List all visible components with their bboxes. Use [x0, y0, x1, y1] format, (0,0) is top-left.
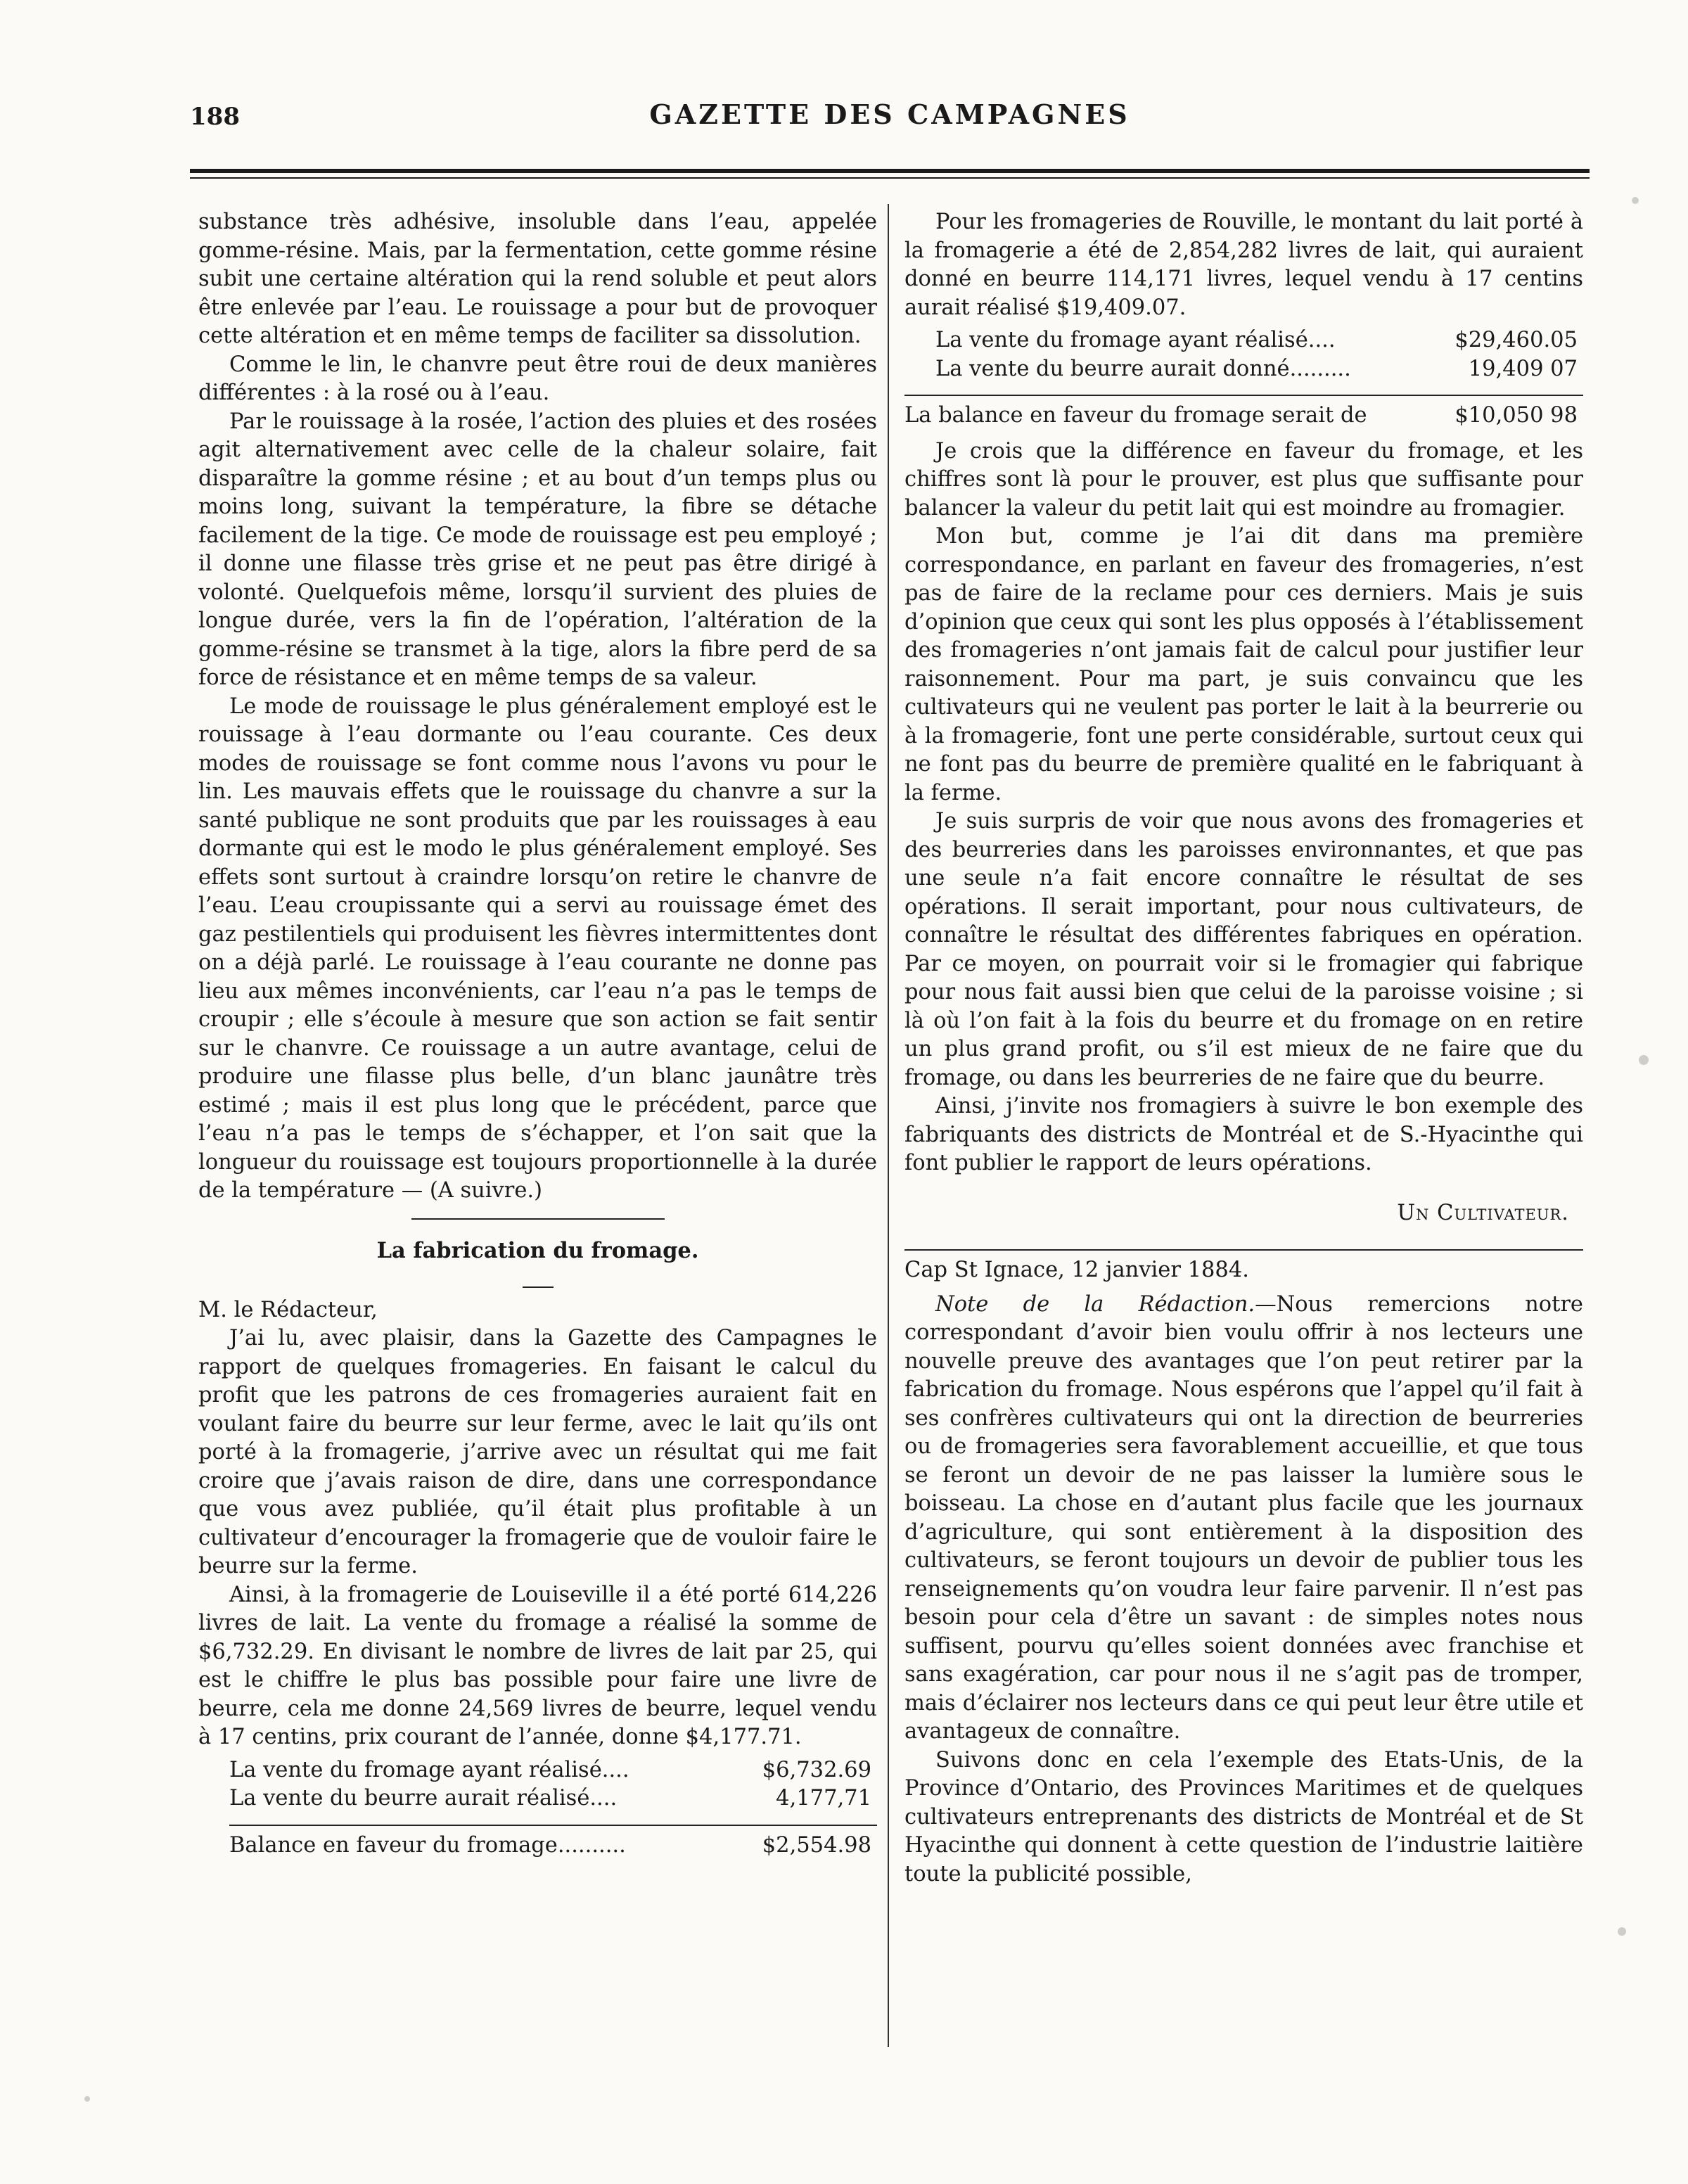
- ledger-total-amount: $10,050 98: [1454, 403, 1578, 428]
- scan-speck: [1639, 1055, 1649, 1065]
- rouville-ledger: [935, 326, 1583, 383]
- ledger-row: [935, 355, 1583, 384]
- title-underline: [523, 1286, 554, 1288]
- scan-speck: [1618, 1927, 1626, 1936]
- right-paragraph-4: Je suis surpris de voir que nous avons des fromageries et des beurreries dans les paroisses environnantes, et que pas une seule n’a fait encore connaître le résultat de ses opérations. Il serait important, pour nous cultivateurs, de connaître le résultat des différentes fabriques en opération. Par ce moyen, on pourrait voir si le fromagier qui fabrique pour nous fait aussi bien que celui de la paroisse voisine ; si là où l’on fait à la fois du beurre et du fromage on en retire un plus grand profit, ou s’il est mieux de ne faire que du fromage, ou dans les beurreries de ne faire que du beurre.: [904, 809, 1583, 1090]
- ledger-total-label: Balance en faveur du fromage..........: [229, 1832, 626, 1858]
- louiseville-ledger: [229, 1756, 877, 1860]
- column-divider: [888, 204, 889, 2047]
- right-paragraph-1: Pour les fromageries de Rouville, le montant du lait porté à la fromagerie a été de 2,854,282 livres de lait, qui auraient donné en beurre 114,171 livres, lequel vendu à 17 centins aurait réalisé $19,409.07.: [904, 210, 1583, 320]
- right-paragraph-3: Mon but, comme je l’ai dit dans ma première correspondance, en parlant en faveur des fromageries, n’est pas de faire de la reclame pour ces derniers. Mais je suis d’opinion que ceux qui sont les plus opposés à l’établissement des fromageries n’ont jamais fait de calcul pour justifier leur raisonnement. Pour ma part, je suis convaincu que les cultivateurs qui ne veulent pas porter le lait à la beurrerie ou à la fromagerie, font une perte considérable, surtout ceux qui ne font pas du beurre de première qualité en le fabriquant à la ferme.: [904, 524, 1583, 805]
- editor-note-label: Note de la Rédaction.: [935, 1291, 1255, 1317]
- left-paragraph-1: substance très adhésive, insoluble dans l’eau, appelée gomme-résine. Mais, par la fermentation, cette gomme résine subit une certaine altération qui la rend soluble et peut alors être enlevée par l’eau. Le rouissage a pour but de provoquer cette altération et en même temps de faciliter sa dissolution.: [198, 210, 877, 348]
- ledger-amount: $29,460.05: [1454, 328, 1578, 352]
- ledger-label: La vente du fromage ayant réalisé....: [935, 328, 1336, 352]
- rouville-total-row: [904, 395, 1583, 430]
- left-paragraph-2: Comme le lin, le chanvre peut être roui de deux manières différentes : à la rosé ou à l’eau.: [198, 352, 877, 405]
- article-separator: [411, 1218, 665, 1220]
- ledger-label: La vente du fromage ayant réalisé....: [229, 1757, 629, 1782]
- editor-note-text: —Nous remercions notre correspondant d’avoir bien voulu offrir à nos lecteurs une nouvelle preuve des avantages que l’on peut retirer par la fabrication du fromage. Nous espérons que l’appel qu’il fait à ses confrères cultivateurs qui ont la direction de beurreries ou de fromageries sera favorablement accueillie, et que tous se feront un devoir de ne pas laisser la lumière sous le boisseau. La chose en d’autant plus facile que les journaux d’agriculture, qui sont entièrement à la disposition des cultivateurs, se feront toujours un devoir de publier tous les renseignements qu’on voudra leur faire parvenir. Il n’est pas besoin pour cela d’être un savant : de simples notes nous suffisent, pourvu qu’elles soient données avec franchise et sans exagération, car pour nous il ne s’agit pas de tromper, mais d’éclairer nos lecteurs dans ce qui peut leur être utile et avantageux de connaître.: [904, 1291, 1583, 1744]
- scan-speck: [1632, 197, 1639, 204]
- header-rule-thin: [190, 177, 1590, 179]
- left-paragraph-4: Le mode de rouissage le plus généralement employé est le rouissage à l’eau dormante ou l’eau courante. Ces deux modes de rouissage se font comme nous l’avons vu pour le lin. Les mauvais effets que le rouissage du chanvre a sur la santé publique ne sont produits que par les rouissages à eau dormante qui est le modo le plus généralement employé. Ses effets sont surtout à craindre lorsqu’on retire le chanvre de l’eau. L’eau croupissante qui a servi au rouissage émet des gaz pestilentiels qui produisent les fièvres intermittentes dont on a déjà parlé. Le rouissage à l’eau courante ne donne pas lieu aux mêmes inconvénients, car l’eau n’a pas le temps de croupir ; elle s’écoule à mesure que son action se fait sentir sur le chanvre. Ce rouissage a un autre avantage, celui de produire une filasse plus belle, d’un blanc jaunâtre très estimé ; mais il est plus long que le précédent, parce que l’eau n’a pas le temps de s’échapper, et l’on sait que la longueur du rouissage est toujours proportionnelle à la durée de la température — (A suivre.): [198, 694, 877, 1203]
- signature: Un Cultivateur.: [1397, 1201, 1569, 1225]
- ledger-row: [229, 1784, 877, 1813]
- page-header: [190, 98, 1590, 148]
- ledger-total-row: [229, 1825, 877, 1860]
- right-column: [904, 208, 1583, 1889]
- ledger-total-label: La balance en faveur du fromage serait de: [904, 403, 1367, 428]
- ledger-label: La vente du beurre aurait donné.........: [935, 356, 1351, 381]
- ledger-amount: 19,409 07: [1468, 356, 1578, 381]
- letter-paragraph-2: Ainsi, à la fromagerie de Louiseville il a été porté 614,226 livres de lait. La vente du fromage a réalisé la somme de $6,732.29. En divisant le nombre de livres de lait par 25, qui est le chiffre le plus bas possible pour faire une livre de beurre, cela me donne 24,569 livres de beurre, lequel vendu à 17 centins, prix courant de l’année, donne $4,177.71.: [198, 1582, 877, 1749]
- ledger-total-amount: $2,554.98: [762, 1832, 871, 1858]
- salutation: M. le Rédacteur,: [198, 1297, 378, 1322]
- left-column: [198, 208, 877, 1860]
- letter-end-rule: [904, 1249, 1583, 1251]
- closing-paragraph: Suivons donc en cela l’exemple des Etats-Unis, de la Province d’Ontario, des Provinces Maritimes et de quelques cultivateurs entreprenants des districts de Montréal et de St Hyacinthe qui donnent à cette question de l’industrie laitière toute la publicité possible,: [904, 1747, 1583, 1886]
- left-paragraph-3: Par le rouissage à la rosée, l’action des pluies et des rosées agit alternativement avec celle de la chaleur solaire, fait disparaître la gomme résine ; et au bout d’un temps plus ou moins long, suivant la température, la fibre se détache facilement de la tige. Ce mode de rouissage est peu employé ; il donne une filasse très grise et ne peut pas être dirigé à volonté. Quelquefois même, lorsqu’il survient des pluies de longue durée, vers la fin de l’opération, l’altération de la gomme-résine se transmet à la tige, alors la fibre perd de sa force de résistance et en même temps de sa valeur.: [198, 409, 877, 690]
- ledger-amount: $6,732.69: [762, 1757, 871, 1782]
- scan-speck: [84, 2096, 90, 2102]
- right-paragraph-2: Je crois que la différence en faveur du fromage, et les chiffres sont là pour le prouver, est plus que suffisante pour balancer la valeur du petit lait qui est moindre au fromagier.: [904, 438, 1583, 521]
- masthead-title: GAZETTE DES CAMPAGNES: [649, 98, 1130, 130]
- editor-note: [904, 1291, 1583, 1746]
- ledger-label: La vente du beurre aurait réalisé....: [229, 1786, 618, 1811]
- page-number: 188: [190, 103, 240, 131]
- ledger-row: [935, 326, 1583, 355]
- right-paragraph-5: Ainsi, j’invite nos fromagiers à suivre le bon exemple des fabriquants des districts de Montréal et de S.-Hyacinthe qui font publier le rapport de leurs opérations.: [904, 1094, 1583, 1175]
- ledger-amount: 4,177,71: [776, 1786, 871, 1811]
- header-rule-thick: [190, 169, 1590, 173]
- article-title: La fabrication du fromage.: [376, 1237, 699, 1263]
- ledger-row: [229, 1756, 877, 1785]
- letter-paragraph-1: J’ai lu, avec plaisir, dans la Gazette des Campagnes le rapport de quelques fromageries. En faisant le calcul du profit que les patrons de ces fromageries auraient fait en voulant faire du beurre sur leur ferme, avec le lait qu’ils ont porté à la fromagerie, j’arrive avec un résultat qui me fait croire que j’avais raison de dire, dans une correspondance que vous avez publiée, qu’il était plus profitable à un cultivateur d’encourager la fromagerie que de vouloir faire le beurre sur la ferme.: [198, 1326, 877, 1578]
- dateline: Cap St Ignace, 12 janvier 1884.: [904, 1258, 1249, 1282]
